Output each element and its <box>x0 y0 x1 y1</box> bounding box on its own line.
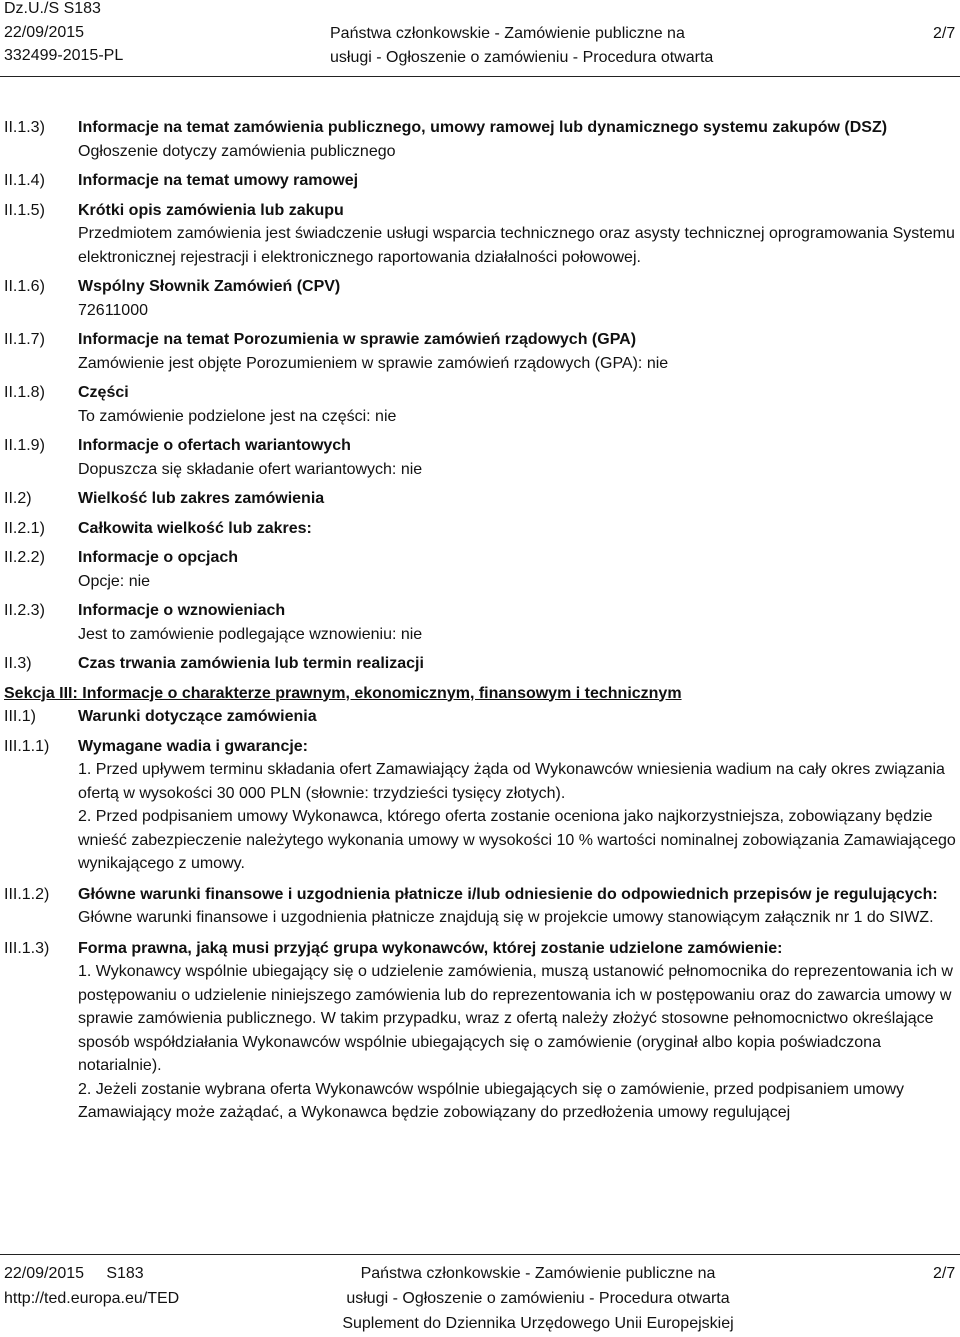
footer-url[interactable]: http://ted.europa.eu/TED <box>4 1290 180 1307</box>
section-iii-1-1 <box>0 735 960 876</box>
footer-title-line3: Suplement do Dziennika Urzędowego Unii Europejskiej <box>342 1315 734 1332</box>
section-text: Opcje: nie <box>78 572 151 590</box>
section-ii-1-3 <box>0 116 960 163</box>
header-divider <box>0 76 960 77</box>
section-paragraph: 1. Przed upływem terminu składania ofert Zamawiający żąda od Wykonawców wniesienia wadium na cały okres związania ofertą w wysokości 30 000 PLN (słownie: trzydzieści tysięcy złotych). <box>78 761 945 802</box>
section-paragraph: Główne warunki finansowe i uzgodnienia płatnicze znajdują się w projekcie umowy stanowiącym załącznik nr 1 do SIWZ. <box>78 909 934 926</box>
section-number: II.2.1) <box>4 519 45 537</box>
section-ii-2-3 <box>0 599 960 646</box>
footer-title-line2: usługi - Ogłoszenie o zamówieniu - Procedura otwarta <box>346 1290 730 1307</box>
footer-title-line1: Państwa członkowskie - Zamówienie publiczne na <box>360 1265 716 1282</box>
header-page-number: 2/7 <box>933 25 956 42</box>
section-number: II.1.9) <box>4 437 45 454</box>
section-paragraph: 1. Wykonawcy wspólnie ubiegający się o udzielenie zamówienia, muszą ustanowić pełnomocnika do reprezentowania ich w postępowaniu o udzielenie niniejszego zamówienia lub do reprezentowania ich w postępowaniu oraz do zawarcia umowy w sprawie zamówienia publicznego. W takim przypadku, wraz z ofertą należy złożyć stosowne pełnomocnictwo określające sposób współdziałania Wykonawców wspólnie ubiegających się o zamówienie (oryginał albo kopia poświadczona notarialnie). <box>78 963 953 1074</box>
section-heading: Warunki dotyczące zamówienia <box>78 708 317 725</box>
section-heading: Forma prawna, jaką musi przyjąć grupa wykonawców, której zostanie udzielone zamówienie: <box>78 939 783 957</box>
page-header <box>0 0 960 70</box>
document-body <box>0 116 960 1125</box>
section-number: II.1.5) <box>4 201 45 219</box>
section-text: Dopuszcza się składanie ofert wariantowych: nie <box>78 460 423 478</box>
section-heading: Informacje na temat umowy ramowej <box>78 172 359 189</box>
section-ii-1-7 <box>0 328 960 375</box>
section-number: III.1.1) <box>4 737 50 755</box>
section-iii-1-3 <box>0 937 960 1125</box>
section-number: III.1) <box>4 708 37 725</box>
section-heading: Krótki opis zamówienia lub zakupu <box>78 201 344 219</box>
section-number: II.1.8) <box>4 384 45 401</box>
notice-id: 332499-2015-PL <box>4 47 124 64</box>
section-heading: Informacje na temat zamówienia publicznego, umowy ramowej lub dynamicznego systemu zakupów (DSZ) <box>78 119 888 136</box>
section-text: Zamówienie jest objęte Porozumieniem w sprawie zamówień rządowych (GPA): nie <box>78 354 669 372</box>
section-text: Przedmiotem zamówienia jest świadczenie usługi wsparcia technicznego oraz asysty technicznej oprogramowania Systemu elektronicznej rejestracji i elektronicznego raportowania działalności połowowej. <box>78 225 955 266</box>
footer-left <box>4 1262 179 1312</box>
section-ii-1-8 <box>0 381 960 428</box>
section-ii-3 <box>0 652 960 676</box>
footer-issue: S183 <box>106 1265 144 1282</box>
section-iii-1 <box>0 705 960 729</box>
section-heading: Główne warunki finansowe i uzgodnienia płatnicze i/lub odniesienie do odpowiednich przepisów je regulujących: <box>78 885 938 903</box>
cpv-code: 72611000 <box>78 301 148 319</box>
section-heading: Wymagane wadia i gwarancje: <box>78 737 309 755</box>
section-number: III.1.3) <box>4 939 50 957</box>
section-paragraph: 2. Przed podpisaniem umowy Wykonawca, którego oferta zostanie oceniona jako najkorzystniejsza, zobowiązany będzie wnieść zabezpieczenie należytego wykonania umowy w wysokości 10 % wartości nominalnej zobowiązania Zamawiającego wynikającego z umowy. <box>78 808 956 872</box>
section-heading: Informacje o wznowieniach <box>78 602 286 619</box>
section-number: II.2.3) <box>4 602 45 619</box>
section-paragraph: 2. Jeżeli zostanie wybrana oferta Wykonawców wspólnie ubiegających się o zamówienie, przed podpisaniem umowy Zamawiający może zażądać, a Wykonawca będzie zobowiązany do przedłożenia umowy regulującej <box>78 1080 905 1121</box>
section-text: To zamówienie podzielone jest na części: nie <box>78 407 397 425</box>
footer-page-number: 2/7 <box>933 1265 956 1282</box>
header-title-line2: usługi - Ogłoszenie o zamówieniu - Procedura otwarta <box>330 48 714 66</box>
section-ii-2-1 <box>0 517 960 541</box>
section-iii-title: Sekcja III: Informacje o charakterze prawnym, ekonomicznym, finansowym i technicznym <box>4 684 682 702</box>
section-number: II.1.4) <box>4 172 45 189</box>
header-title-line1: Państwa członkowskie - Zamówienie publiczne na <box>330 25 685 42</box>
section-number: II.2) <box>4 490 32 507</box>
section-heading: Czas trwania zamówienia lub termin realizacji <box>78 655 424 672</box>
header-date: 22/09/2015 <box>4 23 85 41</box>
section-number: II.1.7) <box>4 331 45 348</box>
section-number: II.1.3) <box>4 119 45 136</box>
section-ii-1-9 <box>0 434 960 481</box>
section-ii-2-2 <box>0 546 960 593</box>
section-number: II.2.2) <box>4 549 45 566</box>
header-left <box>4 0 123 68</box>
header-title <box>330 22 713 69</box>
section-number: II.1.6) <box>4 278 45 295</box>
section-text: Ogłoszenie dotyczy zamówienia publicznego <box>78 142 396 160</box>
section-heading: Całkowita wielkość lub zakres: <box>78 519 312 537</box>
footer-title <box>313 1262 763 1337</box>
section-heading: Informacje o opcjach <box>78 549 239 566</box>
section-ii-1-6 <box>0 275 960 322</box>
section-ii-2 <box>0 487 960 511</box>
section-ii-1-4 <box>0 169 960 193</box>
footer-divider <box>0 1254 960 1255</box>
section-iii-1-2 <box>0 883 960 930</box>
section-heading: Wspólny Słownik Zamówień (CPV) <box>78 278 341 295</box>
journal-ref: Dz.U./S S183 <box>4 0 101 17</box>
section-heading: Informacje na temat Porozumienia w sprawie zamówień rządowych (GPA) <box>78 331 637 348</box>
section-number: III.1.2) <box>4 885 50 903</box>
footer-date: 22/09/2015 <box>4 1265 85 1282</box>
section-heading: Informacje o ofertach wariantowych <box>78 437 351 454</box>
section-heading: Części <box>78 384 129 401</box>
section-ii-1-5 <box>0 199 960 270</box>
section-text: Jest to zamówienie podlegające wznowieniu: nie <box>78 625 423 643</box>
section-heading: Wielkość lub zakres zamówienia <box>78 490 325 507</box>
section-number: II.3) <box>4 655 32 672</box>
